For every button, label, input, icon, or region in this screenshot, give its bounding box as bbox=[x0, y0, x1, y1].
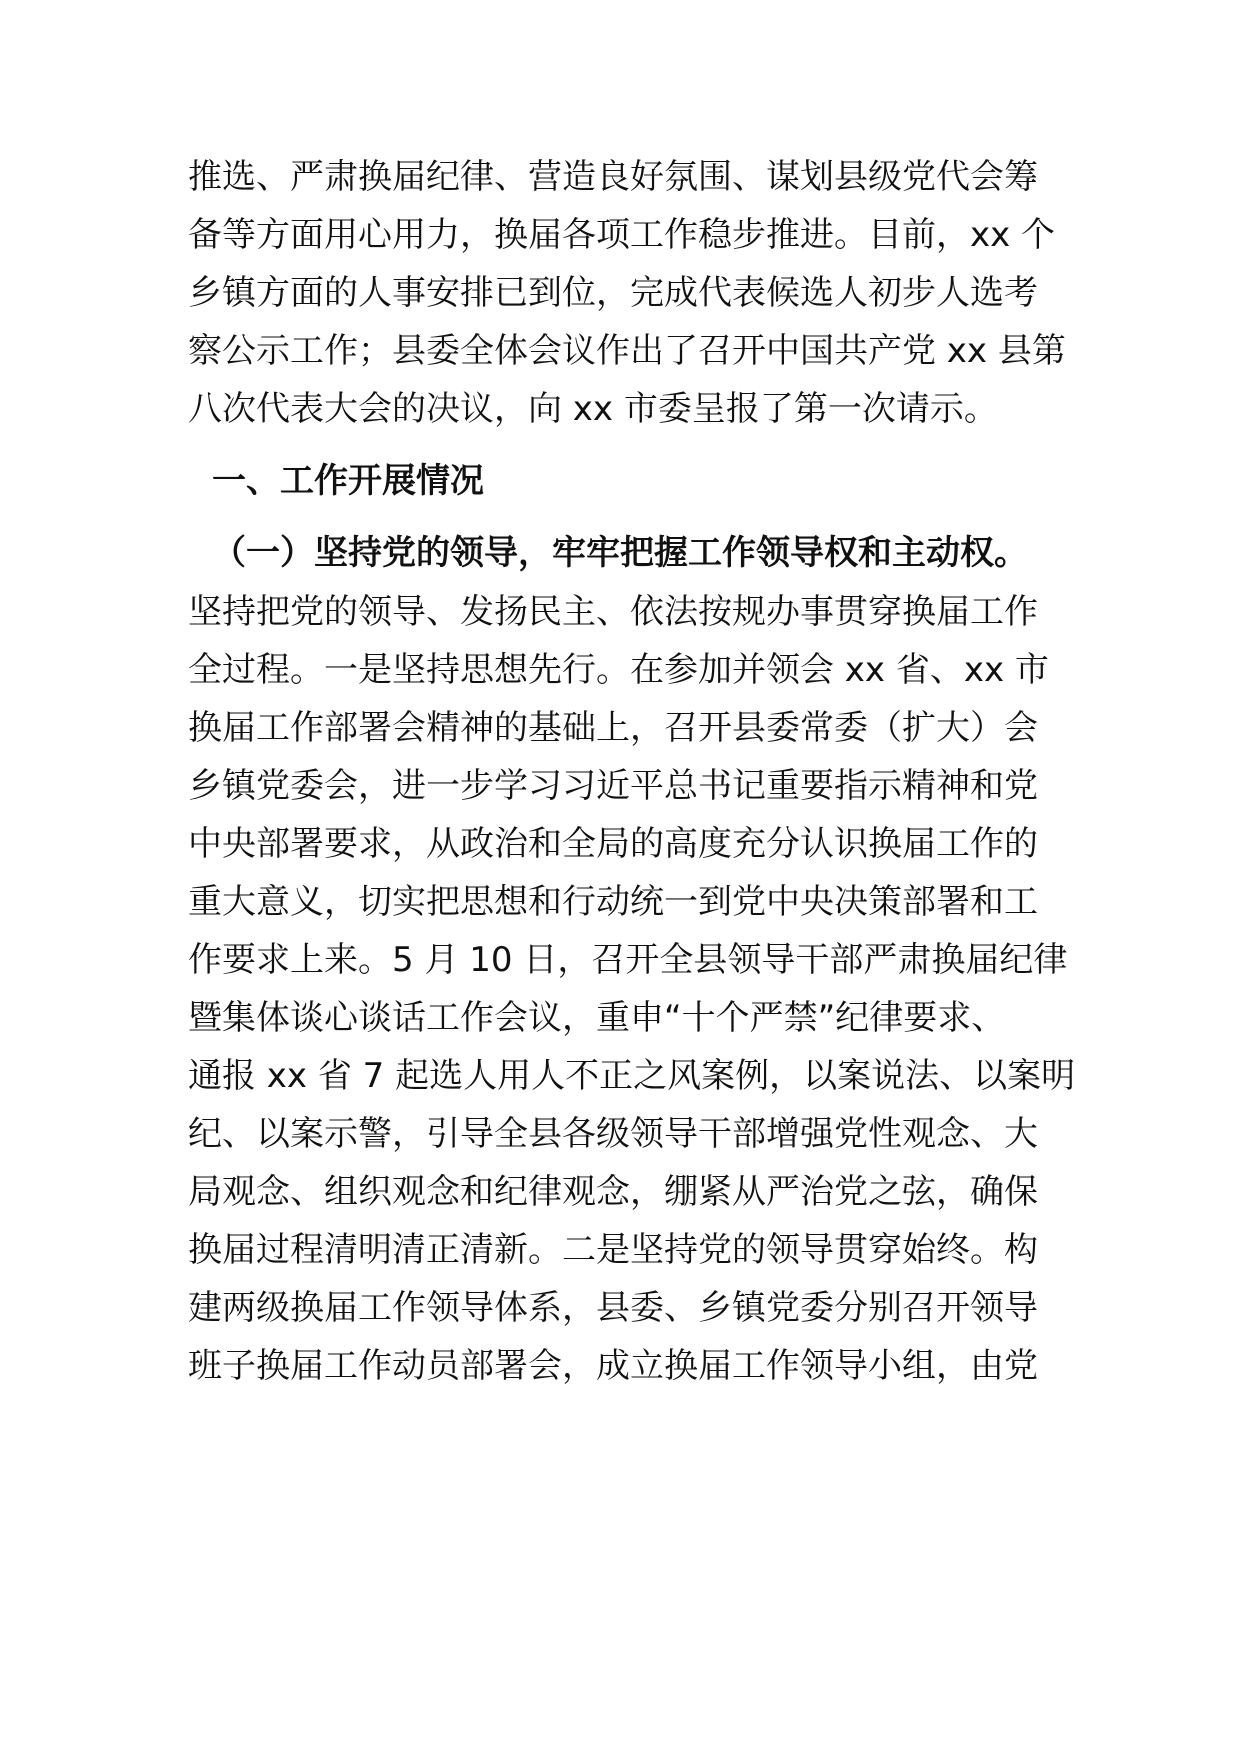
body-line: 重大意义，切实把思想和行动统一到党中央决策部署和工 bbox=[188, 882, 1038, 922]
body-line: 中央部署要求，从政治和全局的高度充分认识换届工作的 bbox=[188, 824, 1038, 864]
body-line: 通报 xx 省 7 起选人用人不正之风案例，以案说法、以案明 bbox=[188, 1056, 1076, 1096]
intro-line: 察公示工作；县委全体会议作出了召开中国共产党 xx 县第 bbox=[188, 331, 1066, 371]
body-line: 换届过程清明清正清新。二是坚持党的领导贯穿始终。构 bbox=[188, 1230, 1038, 1270]
intro-line: 备等方面用心用力，换届各项工作稳步推进。目前，xx 个 bbox=[188, 215, 1056, 255]
body-line: 坚持把党的领导、发扬民主、依法按规办事贯穿换届工作 bbox=[188, 592, 1038, 632]
intro-line: 乡镇方面的人事安排已到位，完成代表候选人初步人选考 bbox=[188, 273, 1038, 313]
intro-line: 推选、严肃换届纪律、营造良好氛围、谋划县级党代会筹 bbox=[188, 157, 1038, 197]
body-line: 乡镇党委会，进一步学习习近平总书记重要指示精神和党 bbox=[188, 766, 1038, 806]
body-line: 班子换届工作动员部署会，成立换届工作领导小组，由党 bbox=[188, 1346, 1038, 1386]
body-line: 局观念、组织观念和纪律观念，绷紧从严治党之弦，确保 bbox=[188, 1172, 1038, 1212]
intro-line: 八次代表大会的决议，向 xx 市委呈报了第一次请示。 bbox=[188, 389, 998, 429]
body-line: 建两级换届工作领导体系，县委、乡镇党委分别召开领导 bbox=[188, 1288, 1038, 1328]
body-line: 全过程。一是坚持思想先行。在参加并领会 xx 省、xx 市 bbox=[188, 650, 1049, 690]
body-line: 换届工作部署会精神的基础上，召开县委常委（扩大）会 bbox=[188, 708, 1038, 748]
body-line: 暨集体谈心谈话工作会议，重申“十个严禁”纪律要求、 bbox=[188, 998, 1006, 1038]
subsection-heading: （一）坚持党的领导，牢牢把握工作领导权和主动权。 bbox=[212, 533, 1028, 573]
body-line: 作要求上来。5 月 10 日，召开全县领导干部严肃换届纪律 bbox=[188, 940, 1068, 980]
body-line: 纪、以案示警，引导全县各级领导干部增强党性观念、大 bbox=[188, 1114, 1038, 1154]
section-heading: 一、工作开展情况 bbox=[212, 461, 484, 501]
